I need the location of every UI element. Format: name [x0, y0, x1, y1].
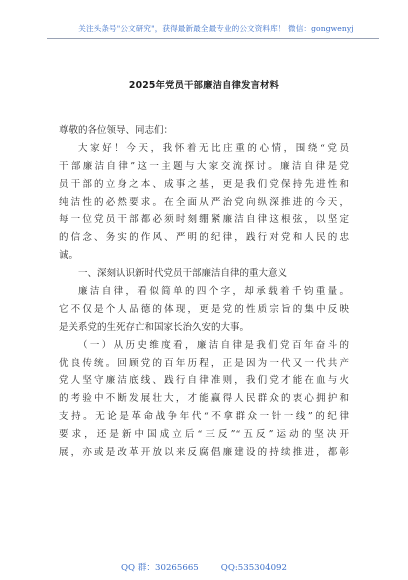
body-line: 大家好！今天，我怀着无比庄重的心情，围绕“党员: [78, 142, 349, 154]
footer-qq-group: QQ 群：30265665: [121, 563, 199, 573]
body-line: 支持。无论是革命战争年代“不拿群众一针一线”的纪律: [59, 411, 349, 423]
body-line: 员干部的立身之本、成事之基，更是我们党保持先进性和: [59, 178, 349, 190]
body-text: [59, 140, 349, 462]
document-title: 2025年党员干部廉洁自律发言材料: [128, 80, 280, 91]
body-line: （一）从历史维度看，廉洁自律是我们党百年奋斗的: [78, 339, 349, 351]
body-line: 诚。: [59, 250, 79, 262]
footer-qq: QQ:535304092: [220, 563, 287, 573]
body-line: 党人坚守廉洁底线、践行自律准则，我们党才能在血与火: [59, 375, 349, 387]
body-line: 它不仅是个人品德的体现，更是党的性质宗旨的集中反映: [59, 303, 349, 315]
header-divider: [47, 38, 379, 39]
body-line: 优良传统。回顾党的百年历程，正是因为一代又一代共产: [59, 357, 349, 369]
footer-contacts: [0, 561, 408, 573]
body-line: 的信念、务实的作风、严明的纪律，践行对党和人民的忠: [59, 232, 349, 244]
document-body: [59, 122, 349, 462]
body-line: 一、深刻认识新时代党员干部廉洁自律的重大意义: [78, 268, 288, 280]
header-notice: 关注头条号"公文研究"，获得最新最全最专业的公文资料库！ 微信：gongwenyj: [78, 24, 354, 33]
body-line: 纯洁性的必然要求。在全面从严治党向纵深推进的今天，: [59, 196, 349, 208]
body-line: 展，亦或是改革开放以来反腐倡廉建设的持续推进，都彰: [59, 447, 349, 459]
body-line: 干部廉洁自律”这一主题与大家交流探讨。廉洁自律是党: [59, 160, 349, 172]
body-line: 要求，还是新中国成立后“三反”“五反”运动的坚决开: [59, 429, 349, 441]
body-line: 每一位党员干部都必须时刻绷紧廉洁自律这根弦，以坚定: [59, 214, 349, 226]
salutation-line: 尊敬的各位领导、同志们：: [59, 125, 174, 136]
body-line: 廉洁自律，看似简单的四个字，却承载着千钧重量。: [78, 286, 349, 298]
body-line: 的考验中不断发展壮大，才能赢得人民群众的衷心拥护和: [59, 393, 349, 405]
body-line: 是关系党的生死存亡和国家长治久安的大事。: [59, 321, 250, 333]
